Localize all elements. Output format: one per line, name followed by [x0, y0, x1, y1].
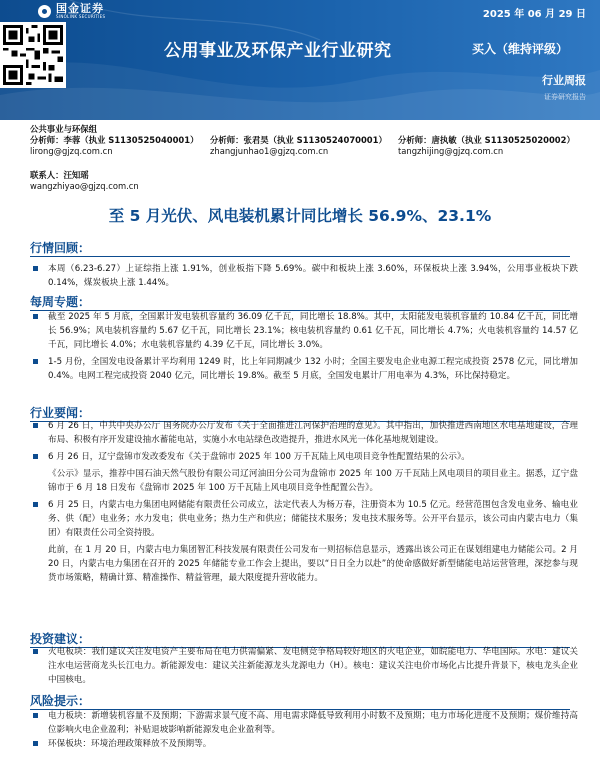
list-item: [30, 737, 578, 751]
report-headline: 至 5 月光伏、风电装机累计同比增长 56.9%、23.1%: [108, 207, 492, 225]
sector-name: 公共事业与环保组: [30, 124, 97, 134]
report-subtitle: 证券研究报告: [544, 93, 586, 101]
square-bullet-icon: [33, 266, 38, 271]
qr-code-icon: [0, 22, 66, 88]
square-bullet-icon: [33, 314, 38, 319]
square-bullet-icon: [33, 713, 38, 718]
list-item-text: 6 月 26 日，中共中央办公厅 国务院办公厅发布《关于全面推进江河保护治理的意见》。其中指出，加快推进西南地区水电基地建设，合理布局、积极有序开发建设抽水蓄能电站，实施小水电站绿色改造提升，推进水风光一体化基地规划建设。: [48, 421, 578, 445]
contact-email[interactable]: wangzhiyao@gjzq.com.cn: [30, 181, 139, 191]
list-item-text: 火电板块：我们建议关注发电资产主要布局在电力供需偏紧、发电侧竞争格局较好地区的火电企业，如皖能电力、华电国际。水电：建议关注水电运营商龙头长江电力。新能源发电：建议关注新能源龙头龙源电力（H）。核电：建议关注电价市场化占比提升背景下，核电龙头企业中国核电。: [48, 647, 578, 685]
news-list: [30, 419, 578, 585]
list-item: [30, 645, 578, 687]
list-item: [30, 310, 578, 352]
analyst-name: 分析师：唐执敏（执业 S1130525020002）: [398, 135, 575, 145]
company-logo: [38, 3, 105, 19]
list-item-text: 环保板块：环境治理政策释放不及预期等。: [48, 739, 212, 749]
list-item: [30, 498, 578, 540]
list-item: [30, 355, 578, 383]
section-title-market: 行情回顾：: [30, 241, 91, 255]
list-item-text: 此前，在 1 月 20 日，内蒙古电力集团智汇科技发展有限责任公司发布一则招标信息显示，透露出该公司正在谋划组建电力储能公司。2 月 20 日，内蒙古电力集团在召开的 2025 年储能专业工作会上提出，要以“日日全力以赴”的使命感做好新型储能电站运营管理，深挖参与现货市场策略，精确计算、精准操作、精益管理，最大限度提升营收能力。: [48, 545, 578, 583]
weekly-list: [30, 310, 578, 383]
analyst-entry: [398, 135, 575, 157]
logo-chinese-name: 国金证券: [56, 2, 104, 15]
report-type: 行业周报: [542, 74, 586, 87]
square-bullet-icon: [33, 649, 38, 654]
list-item-text: 6 月 26 日，辽宁盘锦市发改委发布《关于盘锦市 2025 年 100 万千瓦陆上风电项目竞争性配置结果的公示》。: [48, 452, 470, 462]
analyst-entry: [30, 135, 198, 157]
section-title-risk: 风险提示：: [30, 694, 91, 708]
section-title-weekly: 每周专题：: [30, 295, 91, 309]
list-item: [30, 709, 578, 737]
list-item-text: 1-5 月份，全国发电设备累计平均利用 1249 时，比上年同期减少 132 小时；全国主要发电企业电源工程完成投资 2578 亿元，同比增加 0.4%。电网工程完成投资 2040 亿元，同比增长 19.8%。截至 5 月底，全国发电累计厂用电率为 4.3%，环比保持稳定。: [48, 357, 578, 381]
square-bullet-icon: [33, 423, 38, 428]
logo-text: [56, 3, 105, 19]
analyst-name: 分析师：张君昊（执业 S1130524070001）: [210, 135, 387, 145]
rating-label: 买入（维持评级）: [472, 42, 569, 56]
square-bullet-icon: [33, 741, 38, 746]
list-item-text: 电力板块：新增装机容量不及预期；下游需求景气度不高、用电需求降低导致利用小时数不及预期；电力市场化进度不及预期；煤价维持高位影响火电企业盈利；补贴退坡影响新能源发电企业盈利等。: [48, 711, 578, 735]
contact-block: [30, 170, 139, 192]
list-item: [30, 262, 578, 290]
report-title: 公用事业及环保产业行业研究: [164, 41, 392, 61]
list-item: [30, 419, 578, 447]
invest-list: [30, 645, 578, 687]
list-item-text: 本周（6.23-6.27）上证综指上涨 1.91%，创业板指下降 5.69%。碳中和板块上涨 3.60%，环保板块上涨 3.94%，公用事业板块下跌 0.14%，煤炭板块上涨 1.44%。: [48, 264, 578, 288]
analyst-entry: [210, 135, 387, 157]
list-item: [30, 450, 578, 464]
section-title-invest: 投资建议：: [30, 632, 91, 646]
analyst-email[interactable]: zhangjunhao1@gjzq.com.cn: [210, 146, 329, 156]
square-bullet-icon: [33, 502, 38, 507]
list-item-text: 《公示》显示，推荐中国石油天然气股份有限公司辽河油田分公司为盘锦市 2025 年 100 万千瓦陆上风电项目的项目业主。据悉，辽宁盘锦市于 6 月 18 日发布《盘锦市 2025 年 100 万千瓦陆上风电项目竞争性配置公告》。: [48, 469, 578, 493]
list-item-text: 截至 2025 年 5 月底，全国累计发电装机容量约 36.09 亿千瓦，同比增长 18.8%。其中，太阳能发电装机容量约 10.84 亿千瓦，同比增长 56.9%；风电装机容量约 5.67 亿千瓦，同比增长 23.1%；核电装机容量约 0.61 亿千瓦，同比增长 4.7%；火电装机容量约 14.57 亿千瓦，同比增长 4.0%；水电装机容量约 4.39 亿千瓦，同比增长 3.0%。: [48, 312, 578, 350]
square-bullet-icon: [33, 454, 38, 459]
header-banner: [0, 0, 600, 120]
contact-name: 联系人：汪知瑶: [30, 170, 89, 180]
sector-line: [30, 124, 97, 135]
analyst-email[interactable]: tangzhijing@gjzq.com.cn: [398, 146, 504, 156]
section-title-news: 行业要闻：: [30, 406, 91, 420]
market-list: [30, 262, 578, 290]
square-bullet-icon: [33, 359, 38, 364]
list-item: [30, 543, 578, 585]
qr-code-graphic: [3, 25, 63, 85]
risk-list: [30, 709, 578, 751]
list-item: [30, 467, 578, 495]
report-date: 2025 年 06 月 29 日: [482, 9, 586, 20]
analyst-email[interactable]: lirong@gjzq.com.cn: [30, 146, 113, 156]
logo-english-name: SINOLINK SECURITIES: [56, 14, 106, 19]
list-item-text: 6 月 25 日，内蒙古电力集团电网储能有限责任公司成立，法定代表人为杨万春，注册资本为 10.5 亿元。经营范围包含发电业务、输电业务、供（配）电业务；水力发电；供电业务；热力生产和供应；储能技术服务；发电技术服务等。公开平台显示，该公司由内蒙古电力（集团）有限责任公司全资持股。: [48, 500, 578, 538]
section-divider: [30, 256, 570, 257]
analyst-name: 分析师：李蓉（执业 S1130525040001）: [30, 135, 199, 145]
sinolink-logo-icon: [38, 5, 51, 18]
